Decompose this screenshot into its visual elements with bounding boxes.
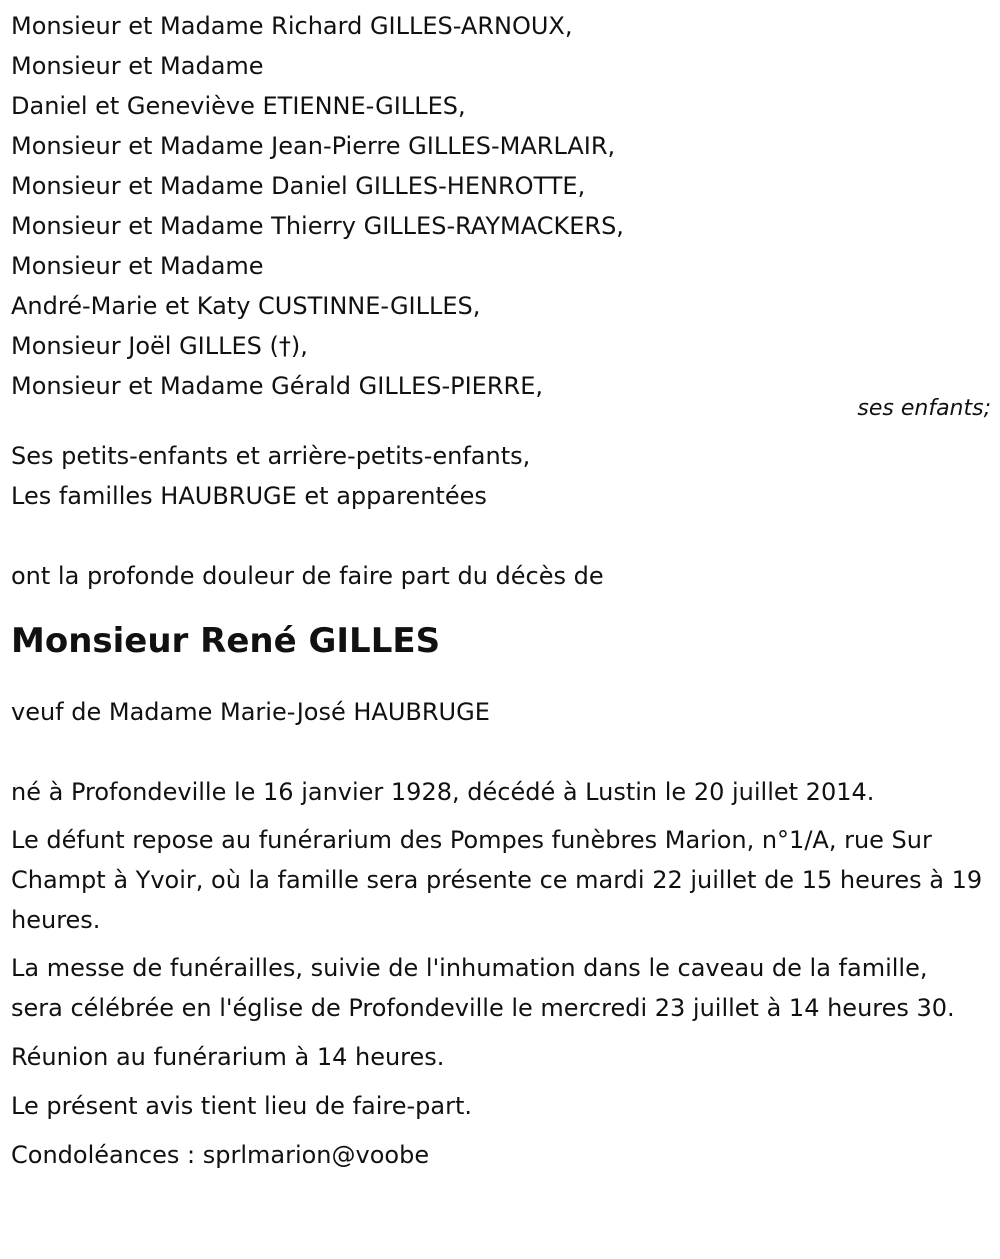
family-line: Les familles HAUBRUGE et apparentées — [11, 482, 487, 510]
child-line: Daniel et Geneviève ETIENNE-GILLES, — [11, 92, 466, 120]
child-line: Monsieur et Madame Daniel GILLES-HENROTTE, — [11, 172, 586, 200]
announcement-text: ont la profonde douleur de faire part du décès de — [11, 562, 604, 590]
family-line: Ses petits-enfants et arrière-petits-enfants, — [11, 442, 531, 470]
funeral-paragraph: La messe de funérailles, suivie de l'inhumation dans le caveau de la famille, sera célébrée en l'église de Profondeville le mercredi 23 juillet à 14 heures 30. — [11, 954, 955, 1022]
child-line: Monsieur et Madame Thierry GILLES-RAYMACKERS, — [11, 212, 624, 240]
birth-death-text: né à Profondeville le 16 janvier 1928, décédé à Lustin le 20 juillet 2014. — [11, 778, 875, 806]
deceased-name: Monsieur René GILLES — [11, 621, 441, 661]
child-line: André-Marie et Katy CUSTINNE-GILLES, — [11, 292, 481, 320]
spacer — [11, 516, 991, 556]
meeting-text: Réunion au funérarium à 14 heures. — [11, 1043, 445, 1071]
widower-text: veuf de Madame Marie-José HAUBRUGE — [11, 698, 490, 726]
condolences-text: Condoléances : sprlmarion@voobe — [11, 1141, 430, 1169]
children-list — [11, 6, 991, 406]
child-line: Monsieur et Madame Gérald GILLES-PIERRE, — [11, 372, 543, 400]
notice-text: Le présent avis tient lieu de faire-part. — [11, 1092, 473, 1120]
obituary-content — [11, 6, 991, 1175]
children-label: ses enfants; — [857, 396, 991, 421]
wake-paragraph: Le défunt repose au funérarium des Pompes funèbres Marion, n°1/A, rue Sur Champt à Yvoir, où la famille sera présente ce mardi 22 juillet de 15 heures à 19 heures. — [11, 826, 983, 934]
child-line: Monsieur Joël GILLES (†), — [11, 332, 308, 360]
child-line: Monsieur et Madame Jean-Pierre GILLES-MARLAIR, — [11, 132, 616, 160]
child-line: Monsieur et Madame — [11, 252, 264, 280]
child-line: Monsieur et Madame — [11, 52, 264, 80]
family-list — [11, 436, 991, 516]
child-line: Monsieur et Madame Richard GILLES-ARNOUX, — [11, 12, 573, 40]
